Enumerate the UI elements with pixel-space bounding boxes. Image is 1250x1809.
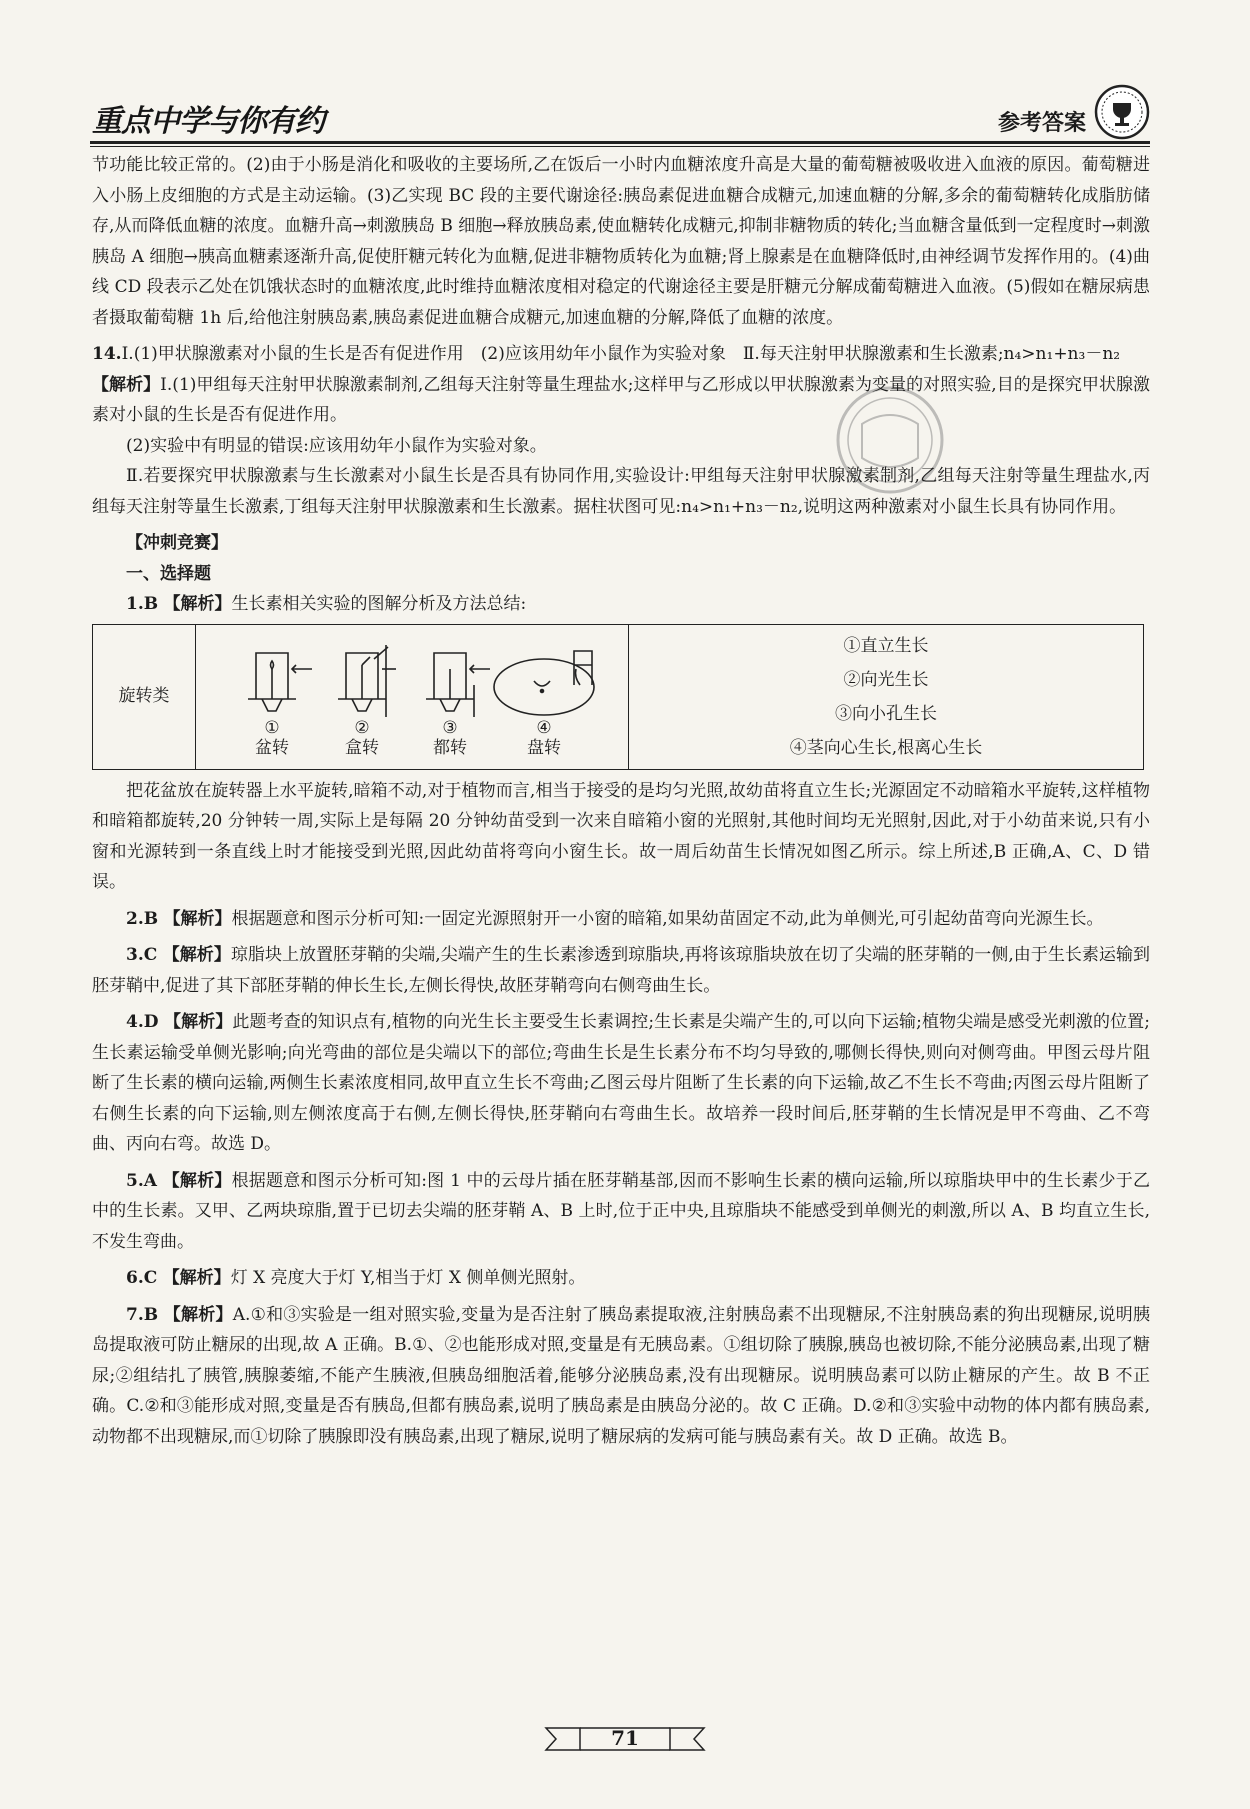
section-title: 【冲刺竞赛】 <box>126 533 228 553</box>
answer-text: 根据题意和图示分析可知:图 1 中的云母片插在胚芽鞘基部,因而不影响生长素的横向运输,所以琼脂块甲中的生长素少于乙中的生长素。又甲、乙两块琼脂,置于已切去尖端的胚芽鞘 A、B 上时,位于正中央,且琼脂块不能感受到单侧光的刺激,所以 A、B 均直立生长,不发生弯曲。 <box>92 1170 1150 1252</box>
answer-head: 5.A <box>126 1170 157 1191</box>
answer-1-explanation: 把花盆放在旋转器上水平旋转,暗箱不动,对于植物而言,相当于接受的是均匀光照,故幼苗将直立生长;光源固定不动暗箱水平旋转,这样植物和暗箱都旋转,20 分钟转一周,实际上是每隔 20 分钟幼苗受到一次来自暗箱小窗的光照射,其他时间均无光照射,因此,对于小幼苗来说,只有小窗和光源转到一条直线上时才能接受到光照,因此幼苗将弯向小窗生长。故一周后幼苗生长情况如图乙所示。综上所述,B 正确,A、C、D 错误。 <box>92 780 1150 892</box>
figure-4-number: ④ <box>536 718 552 739</box>
figure-2-number: ② <box>354 718 370 739</box>
page-footer <box>540 1722 710 1756</box>
answer-text: A.①和③实验是一组对照实验,变量为是否注射了胰岛素提取液,注射胰岛素不出现糖尿,不注射胰岛素的狗出现糖尿,说明胰岛提取液可防止糖尿的出现,故 A 正确。B.①、②也能形成对照,变量是有无胰岛素。①组切除了胰腺,胰岛也被切除,不能分泌胰岛素,出现了糖尿;②组结扎了胰管,胰腺萎缩,不能产生胰液,但胰岛细胞活着,能够分泌胰岛素,没有出现糖尿。说明胰岛素可以防止糖尿的产生。故 B 不正确。C.②和③能形成对照,变量是否有胰岛,但都有胰岛素,说明了胰岛素是由胰岛分泌的。故 C 正确。D.②和③实验中动物的体内都有胰岛素,动物都不出现糖尿,而①切除了胰腺即没有胰岛素,出现了糖尿,说明了糖尿病的发病可能与胰岛素有关。故 D 正确。故选 B。 <box>92 1304 1150 1447</box>
header-rule-thick <box>90 141 1150 144</box>
result-3: ③向小孔生长 <box>835 703 937 724</box>
answer-head: 3.C <box>126 945 158 965</box>
figure-1-box <box>248 653 312 711</box>
answer-head: 2.B <box>126 908 159 929</box>
analysis-text-3: Ⅱ.若要探究甲状腺激素与生长激素对小鼠生长是否具有协同作用,实验设计:甲组每天注射甲状腺激素制剂,乙组每天注射等量生理盐水,丙组每天注射等量生长激素,丁组每天注射甲状腺激素和生长激素。据柱状图可见:n₄>n₁+n₃－n₂,说明这两种激素对小鼠生长具有协同作用。 <box>92 466 1150 517</box>
rotation-diagram <box>196 625 628 757</box>
paragraph-continued: 节功能比较正常的。(2)由于小肠是消化和吸收的主要场所,乙在饭后一小时内血糖浓度升高是大量的葡萄糖被吸收进入血液的原因。葡萄糖进入小肠上皮细胞的方式是主动运输。(3)乙实现 BC 段的主要代谢途径:胰岛素促进血糖合成糖元,加速血糖的分解,多余的葡萄糖转化成脂肪储存,从而降低血糖的浓度。血糖升高→刺激胰岛 B 细胞→释放胰岛素,使血糖转化成糖元,抑制非糖物质的转化;当血糖含量低到一定程度时→刺激胰岛 A 细胞→胰高血糖素逐渐升高,促使肝糖元转化为血糖,促进非糖物质转化为血糖;肾上腺素是在血糖降低时,由神经调节发挥作用的。(4)曲线 CD 段表示乙处在饥饿状态时的血糖浓度,此时维持血糖浓度相对稳定的代谢途径主要是肝糖元分解成葡萄糖进入血液。(5)假如在糖尿病患者摄取葡萄糖 1h 后,给他注射胰岛素,胰岛素促进血糖合成糖元,加速血糖的分解,降低了血糖的浓度。 <box>92 155 1150 328</box>
question-number: 14. <box>92 344 122 364</box>
brand-title: 重点中学与你有约 <box>92 104 324 139</box>
answer-text: 根据题意和图示分析可知:一固定光源照射开一小窗的暗箱,如果幼苗固定不动,此为单侧光,可引起幼苗弯向光源生长。 <box>231 908 1104 929</box>
answer-head: 1.B <box>126 594 159 614</box>
analysis-label: 【解析】 <box>164 1012 233 1032</box>
analysis-label: 【解析】 <box>163 594 232 614</box>
answer-6 <box>92 1263 1150 1294</box>
figure-3-number: ③ <box>442 718 458 739</box>
result-4: ④茎向心生长,根离心生长 <box>789 737 983 758</box>
figure-1-caption: 盆转 <box>255 738 289 758</box>
rotation-experiment-table <box>92 624 1144 770</box>
analysis-label: 【解析】 <box>162 1268 231 1288</box>
answer-content <box>92 150 1150 1452</box>
answer-head: 4.D <box>126 1012 159 1032</box>
answer-label: 参考答案 <box>997 111 1086 136</box>
result-1: ①直立生长 <box>843 635 929 656</box>
rotation-results <box>629 624 1144 769</box>
figure-4-disc <box>494 651 594 715</box>
page-number: 71 <box>611 1726 639 1750</box>
answer-3 <box>92 940 1150 1001</box>
figure-1-number: ① <box>264 718 280 739</box>
answer-head: 6.C <box>126 1268 158 1288</box>
analysis-text: Ⅰ.(1)甲组每天注射甲状腺激素制剂,乙组每天注射等量生理盐水;这样甲与乙形成以甲状腺激素为变量的对照实验,目的是探究甲状腺激素对小鼠的生长是否有促进作用。 <box>92 374 1151 425</box>
figure-3-box <box>426 653 490 717</box>
figure-2-box <box>338 645 396 717</box>
trophy-badge-icon <box>1094 84 1150 140</box>
answer-text: 琼脂块上放置胚芽鞘的尖端,尖端产生的生长素渗透到琼脂块,再将该琼脂块放在切了尖端的胚芽鞘的一侧,由于生长素运输到胚芽鞘中,促进了其下部胚芽鞘的伸长生长,左侧长得快,故胚芽鞘弯向右侧弯曲生长。 <box>92 945 1151 996</box>
answer-text: 灯 X 亮度大于灯 Y,相当于灯 X 侧单侧光照射。 <box>230 1268 586 1288</box>
rotation-figures <box>196 624 629 769</box>
figure-2-caption: 盒转 <box>345 738 379 758</box>
answer-text: 生长素相关实验的图解分析及方法总结: <box>231 594 527 614</box>
analysis-label: 【解析】 <box>163 1304 233 1325</box>
question-14-answer: Ⅰ.(1)甲状腺激素对小鼠的生长是否有促进作用 (2)应该用幼年小鼠作为实验对象 Ⅱ.每天注射甲状腺激素和生长激素;n₄>n₁+n₃－n₂ <box>121 344 1121 364</box>
section-subtitle: 一、选择题 <box>126 563 211 584</box>
analysis-text-2: (2)实验中有明显的错误:应该用幼年小鼠作为实验对象。 <box>126 435 547 456</box>
question-14 <box>92 339 1150 370</box>
table-row-label: 旋转类 <box>93 624 196 769</box>
answer-7 <box>92 1300 1150 1453</box>
answer-4 <box>92 1007 1150 1160</box>
answer-1 <box>92 589 1150 620</box>
analysis-label: 【解析】 <box>162 945 231 965</box>
analysis-label: 【解析】 <box>162 1170 232 1191</box>
header-rule-thin <box>90 146 1150 147</box>
figure-3-caption: 都转 <box>433 738 467 758</box>
page-header <box>90 82 1150 144</box>
result-2: ②向光生长 <box>843 669 929 690</box>
analysis-label: 【解析】 <box>92 374 161 395</box>
analysis-label: 【解析】 <box>163 908 232 929</box>
answer-2 <box>92 904 1150 935</box>
answer-text: 此题考查的知识点有,植物的向光生长主要受生长素调控;生长素是尖端产生的,可以向下运输;植物尖端是感受光刺激的位置;生长素运输受单侧光影响;向光弯曲的部位是尖端以下的部位;弯曲生长是生长素分布不均匀导致的,哪侧长得快,则向对侧弯曲。甲图云母片阻断了生长素的横向运输,两侧生长素浓度相同,故甲直立生长不弯曲;乙图云母片阻断了生长素的向下运输,故乙不生长不弯曲;丙图云母片阻断了右侧生长素的向下运输,则左侧浓度高于右侧,左侧长得快,胚芽鞘向右弯曲生长。故培养一段时间后,胚芽鞘的生长情况是甲不弯曲、乙不弯曲、丙向右弯。故选 D。 <box>92 1012 1151 1154</box>
answer-head: 7.B <box>126 1304 159 1325</box>
answer-5 <box>92 1166 1150 1258</box>
question-14-analysis <box>92 370 1150 431</box>
figure-4-caption: 盘转 <box>527 738 561 758</box>
